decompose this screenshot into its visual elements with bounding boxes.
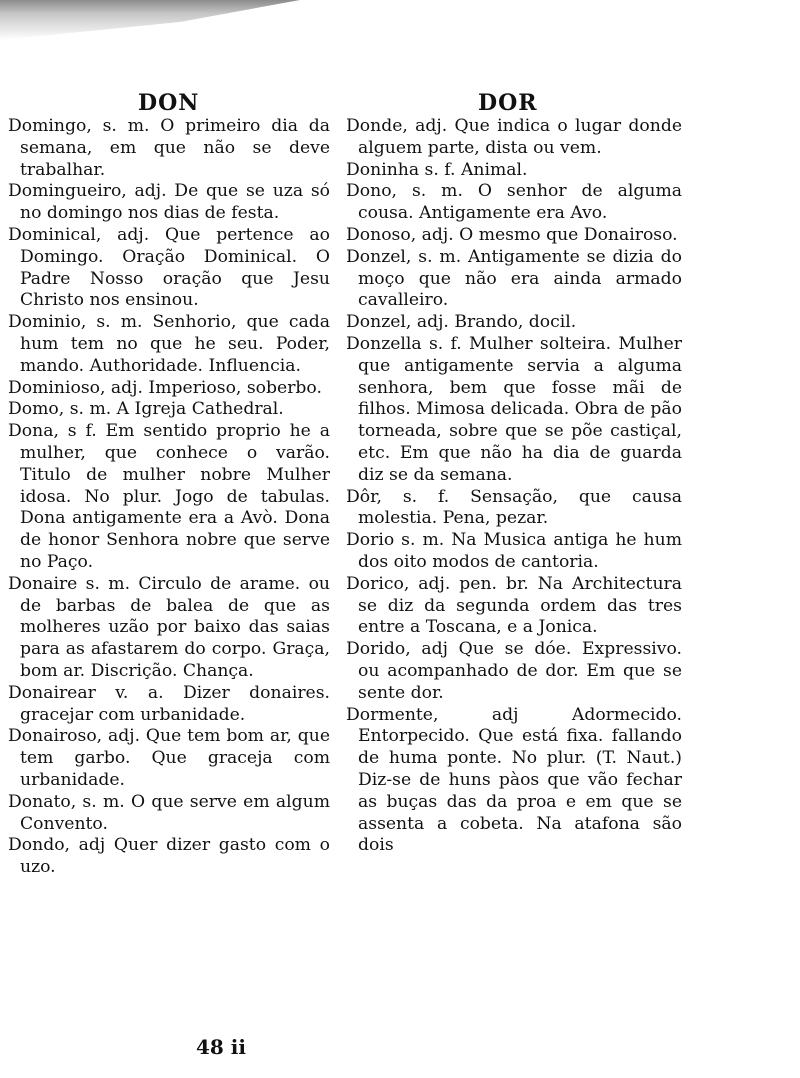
entry-dona: Dona, s f. Em sentido proprio he a mulher, que conhece o varão. Titulo de mulher nobre Mulher idosa. No plur. Jogo de tabulas. Dona antigamente era a Avò. Dona de honor Senhora nobre que serve no Paço. — [8, 421, 330, 572]
entry-donzel-noun: Donzel, s. m. Antigamente se dizia do moço que não era ainda armado cavalleiro. — [346, 246, 682, 311]
page-signature: 48 ii — [196, 1035, 246, 1059]
right-column-header: DOR — [478, 90, 538, 116]
entry-dono: Dono, s. m. O senhor de alguma cousa. Antigamente era Avo. — [346, 181, 682, 224]
entry-donzel-adj: Donzel, adj. Brando, docil. — [346, 312, 577, 333]
entry-domingo: Domingo, s. m. O primeiro dia da semana, em que não se deve trabalhar. — [8, 116, 330, 180]
entry-dorio: Dorio s. m. Na Musica antiga he hum dos oito modos de cantoria. — [346, 530, 682, 572]
entry-dormente: Dormente, adj Adormecido. Entorpecido. Que está fixa. fallando de huma ponte. No plur. (T. Naut.) Diz-se de huns pàos que vão fechar as buças das da proa e em que se assenta a cobeta. Na atafona são dois — [346, 704, 682, 856]
entry-donaire: Donaire s. m. Circulo de arame. ou de barbas de balea de que as molheres uzão por baixo das saias para as afastarem do corpo. Graça, bom ar. Discrição. Chança. — [8, 573, 330, 681]
entry-dominio: Dominio, s. m. Senhorio, que cada hum tem no que he seu. Poder, mando. Authoridade. Influencia. — [8, 312, 330, 376]
entry-donairear: Donairear v. a. Dizer donaires. gracejar com urbanidade. — [8, 682, 330, 725]
entry-dondo: Dondo, adj Quer dizer gasto com o uzo. — [8, 835, 330, 878]
page-edge-shadow — [0, 0, 300, 40]
entry-donoso: Donoso, adj. O mesmo que Donairoso. — [346, 224, 678, 245]
left-column-header: DON — [138, 90, 200, 116]
entry-dorido: Dorido, adj Que se dóe. Expressivo. ou acompanhado de dor. Em que se sente dor. — [346, 639, 682, 703]
entry-dominioso: Dominioso, adj. Imperioso, soberbo. — [8, 377, 322, 398]
entry-donde: Donde, adj. Que indica o lugar donde alguem parte, dista ou vem. — [346, 116, 682, 158]
entry-doninha: Doninha s. f. Animal. — [346, 159, 528, 180]
entry-dor: Dôr, s. f. Sensação, que causa molestia. Pena, pezar. — [346, 486, 682, 529]
entry-domo: Domo, s. m. A Igreja Cathedral. — [8, 399, 284, 420]
entry-domingueiro: Domingueiro, adj. De que se uza só no domingo nos dias de festa. — [8, 181, 330, 224]
entry-dorico: Dorico, adj. pen. br. Na Architectura se diz da segunda ordem das tres entre a Toscana, e a Jonica. — [346, 573, 682, 638]
left-column — [8, 116, 330, 879]
entry-donato: Donato, s. m. O que serve em algum Convento. — [8, 791, 330, 834]
entry-dominical: Dominical, adj. Que pertence ao Domingo. Oração Dominical. O Padre Nosso oração que Jesu Christo nos ensinou. — [8, 224, 330, 311]
entry-donairoso: Donairoso, adj. Que tem bom ar, que tem garbo. Que graceja com urbanidade. — [8, 726, 330, 790]
right-column — [346, 116, 682, 857]
entry-donzella: Donzella s. f. Mulher solteira. Mulher que antigamente servia a alguma senhora, bem que fosse mãi de filhos. Mimosa delicada. Obra de pão torneada, sobre que se põe castiçal, etc. Em que não ha dia de guarda diz se da semana. — [346, 333, 682, 485]
